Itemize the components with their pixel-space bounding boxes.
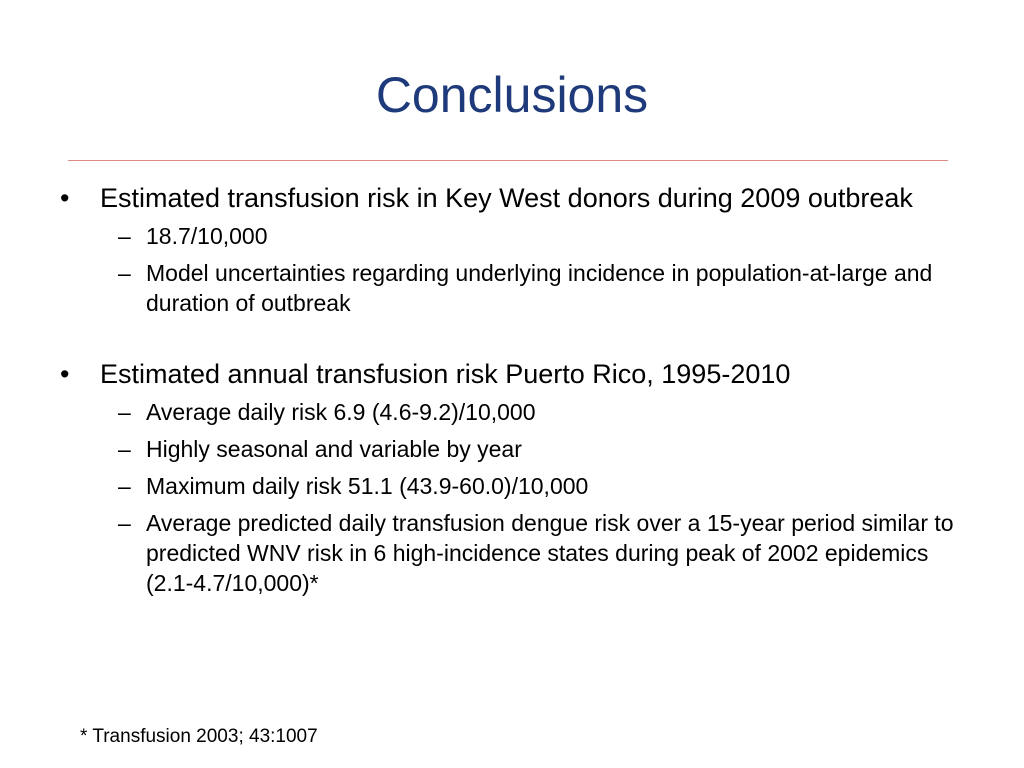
sub-bullet-text: Average daily risk 6.9 (4.6-9.2)/10,000 <box>146 399 536 425</box>
sub-bullet-text: Maximum daily risk 51.1 (43.9-60.0)/10,000 <box>146 473 589 499</box>
bullet-icon: • <box>60 359 70 389</box>
footnote: * Transfusion 2003; 43:1007 <box>80 726 318 747</box>
dash-icon: – <box>118 399 131 425</box>
slide-body <box>58 182 958 598</box>
sub-bullet-text: Average predicted daily transfusion dengue risk over a 15-year period similar to predicted WNV risk in 6 high-incidence states during peak of 2002 epidemics (2.1-4.7/10,000)* <box>146 510 954 596</box>
dash-icon: – <box>118 223 131 249</box>
sub-bullet-text: 18.7/10,000 <box>146 223 268 249</box>
dash-icon: – <box>118 436 131 462</box>
sub-bullet-item <box>58 508 958 598</box>
sub-bullet-item <box>58 258 958 318</box>
title-divider <box>68 160 948 161</box>
bullet-icon: • <box>60 183 70 213</box>
bullet-item <box>58 358 958 390</box>
bullet-item <box>58 182 958 214</box>
dash-icon: – <box>118 473 131 499</box>
sub-bullet-item <box>58 221 958 251</box>
slide-title: Conclusions <box>375 67 649 123</box>
dash-icon: – <box>118 260 131 286</box>
bullet-text: Estimated transfusion risk in Key West donors during 2009 outbreak <box>100 183 913 213</box>
sub-bullet-item <box>58 434 958 464</box>
sub-bullet-text: Highly seasonal and variable by year <box>146 436 522 462</box>
sub-bullet-item <box>58 471 958 501</box>
dash-icon: – <box>118 510 131 536</box>
sub-bullet-item <box>58 397 958 427</box>
sub-bullet-text: Model uncertainties regarding underlying incidence in population-at-large and duration of outbreak <box>146 260 933 316</box>
bullet-text: Estimated annual transfusion risk Puerto Rico, 1995-2010 <box>100 359 791 389</box>
